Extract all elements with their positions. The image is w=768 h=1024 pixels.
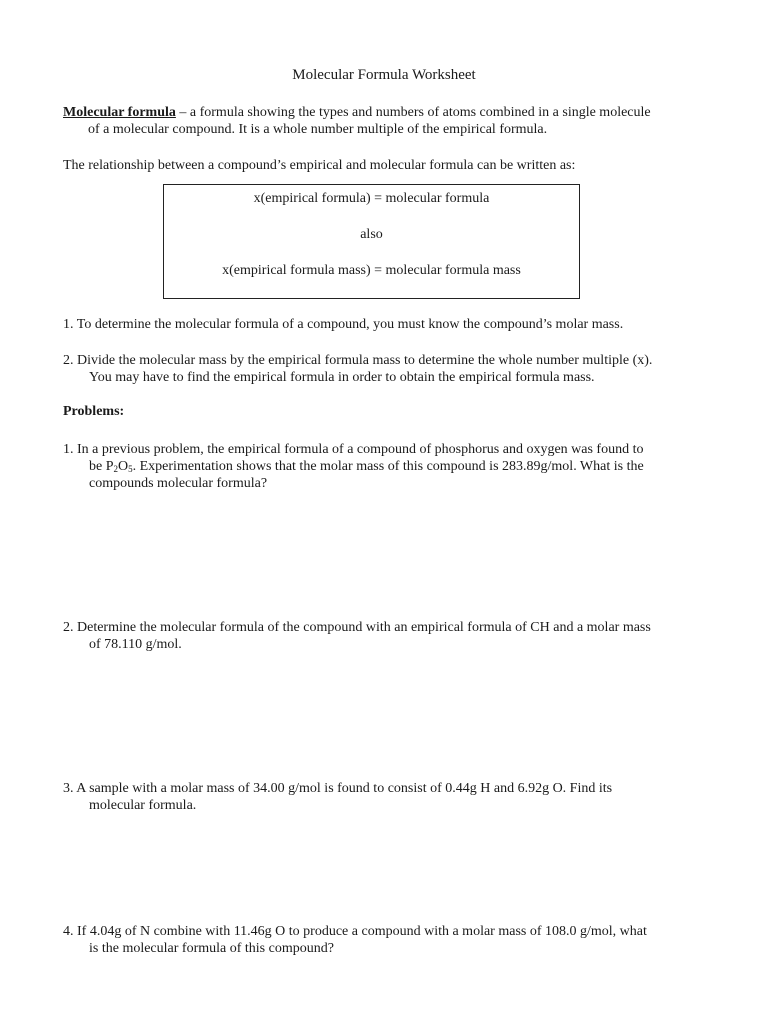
problem-4 bbox=[63, 923, 713, 957]
problem-3-line-2: molecular formula. bbox=[89, 798, 197, 813]
definition-line-2: of a molecular compound. It is a whole number multiple of the empirical formula. bbox=[88, 122, 548, 137]
page-title: Molecular Formula Worksheet bbox=[292, 67, 476, 83]
equation-also: also bbox=[360, 227, 383, 242]
note-1-text: 1. To determine the molecular formula of a compound, you must know the compound’s molar mass. bbox=[63, 317, 624, 332]
relationship-intro: The relationship between a compound’s empirical and molecular formula can be written as: bbox=[63, 158, 576, 173]
definition-paragraph bbox=[63, 104, 713, 138]
problem-1-line-2 bbox=[63, 458, 713, 475]
problem-1-line-3: compounds molecular formula? bbox=[89, 476, 268, 491]
problem-1-text-pre: be P bbox=[89, 459, 114, 474]
note-2-line-2: You may have to find the empirical formula in order to obtain the empirical formula mass. bbox=[89, 370, 595, 385]
problem-4-line-1: 4. If 4.04g of N combine with 11.46g O to produce a compound with a molar mass of 108.0 g/mol, what bbox=[63, 924, 647, 939]
subscript-5: 5 bbox=[128, 464, 133, 474]
problem-2-line-1: 2. Determine the molecular formula of the compound with an empirical formula of CH and a molar mass bbox=[63, 620, 651, 635]
problem-2 bbox=[63, 619, 713, 653]
problem-1-line-1: 1. In a previous problem, the empirical formula of a compound of phosphorus and oxygen was found to bbox=[63, 442, 644, 457]
problems-heading: Problems: bbox=[63, 404, 125, 419]
problem-1-oxygen: O bbox=[118, 459, 129, 474]
note-1 bbox=[63, 316, 623, 333]
equation-box bbox=[163, 184, 580, 299]
problem-3 bbox=[63, 780, 713, 814]
problem-2-line-2: of 78.110 g/mol. bbox=[89, 637, 182, 652]
definition-line-1: – a formula showing the types and numbers of atoms combined in a single molecule bbox=[175, 105, 651, 120]
subscript-2: 2 bbox=[113, 464, 118, 474]
problem-1 bbox=[63, 441, 713, 492]
note-2 bbox=[63, 352, 652, 386]
problem-1-text-post: . Experimentation shows that the molar mass of this compound is 283.89g/mol. What is the bbox=[132, 459, 644, 474]
problem-3-line-1: 3. A sample with a molar mass of 34.00 g/mol is found to consist of 0.44g H and 6.92g O. Find its bbox=[63, 781, 613, 796]
equation-formula: x(empirical formula) = molecular formula bbox=[253, 191, 490, 206]
equation-mass: x(empirical formula mass) = molecular formula mass bbox=[222, 263, 521, 278]
definition-term: Molecular formula bbox=[63, 105, 176, 120]
problem-4-line-2: is the molecular formula of this compound? bbox=[89, 941, 334, 956]
note-2-line-1: 2. Divide the molecular mass by the empirical formula mass to determine the whole number multiple (x). bbox=[63, 353, 653, 368]
